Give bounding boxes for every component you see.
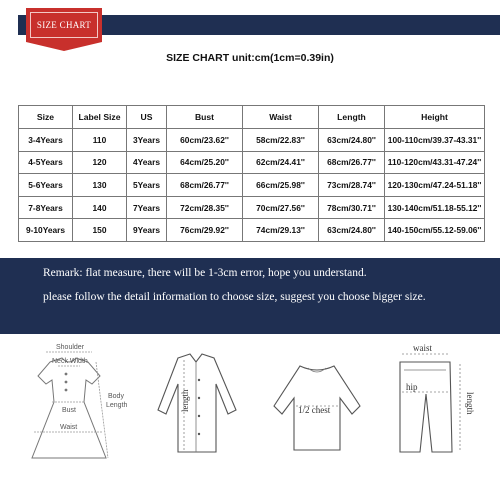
table-cell: 68cm/26.77'' [319, 151, 385, 174]
waist-label: Waist [60, 424, 78, 431]
table-cell: 70cm/27.56'' [243, 196, 319, 219]
pants-waist-label: waist [413, 343, 432, 353]
table-header-row [19, 106, 485, 129]
bust-label: Bust [62, 407, 77, 414]
table-cell: 66cm/25.98'' [243, 174, 319, 197]
pants-diagram [380, 340, 500, 490]
dress-diagram [4, 340, 134, 490]
table-cell: 60cm/23.62'' [167, 129, 243, 152]
table-cell: 9-10Years [19, 219, 73, 242]
shoulder-label: Shoulder [56, 344, 85, 351]
table-cell: 64cm/25.20'' [167, 151, 243, 174]
table-cell: 110 [73, 129, 127, 152]
table-cell: 5-6Years [19, 174, 73, 197]
body-label: Body [108, 393, 124, 400]
table-cell: 130 [73, 174, 127, 197]
table-cell: 68cm/26.77'' [167, 174, 243, 197]
table-row [19, 196, 485, 219]
table-cell: 3-4Years [19, 129, 73, 152]
remark-text: Remark: flat measure, there will be 1-3cm error, hope you understand. [43, 267, 367, 279]
length-label: Length [106, 402, 128, 409]
table-cell: 62cm/24.41'' [243, 151, 319, 174]
shirt-length-label: length [180, 389, 190, 412]
table-cell: 74cm/29.13'' [243, 219, 319, 242]
table-cell: 3Years [127, 129, 167, 152]
table-row [19, 219, 485, 242]
pants-hip-label: hip [406, 382, 418, 392]
size-table [18, 105, 485, 242]
table-cell: 120-130cm/47.24-51.18'' [385, 174, 485, 197]
table-cell: 63cm/24.80'' [319, 219, 385, 242]
page-title: SIZE CHART unit:cm(1cm=0.39in) [166, 52, 334, 64]
header-cell: Length [319, 106, 385, 129]
pants-length-label: length [465, 392, 475, 415]
remark-text: please follow the detail information to choose size, suggest you choose bigger size. [43, 291, 426, 303]
table-row [19, 174, 485, 197]
header-cell: Height [385, 106, 485, 129]
table-cell: 7Years [127, 196, 167, 219]
badge-text: SIZE CHART [36, 20, 92, 30]
table-cell: 76cm/29.92'' [167, 219, 243, 242]
table-cell: 58cm/22.83'' [243, 129, 319, 152]
table-cell: 130-140cm/51.18-55.12'' [385, 196, 485, 219]
header-cell: Label Size [73, 106, 127, 129]
table-row [19, 129, 485, 152]
table-cell: 73cm/28.74'' [319, 174, 385, 197]
table-cell: 5Years [127, 174, 167, 197]
header-cell: Waist [243, 106, 319, 129]
header-cell: Bust [167, 106, 243, 129]
header-cell: US [127, 106, 167, 129]
table-cell: 110-120cm/43.31-47.24'' [385, 151, 485, 174]
table-cell: 4-5Years [19, 151, 73, 174]
table-cell: 140 [73, 196, 127, 219]
table-cell: 120 [73, 151, 127, 174]
table-cell: 4Years [127, 151, 167, 174]
sweater-diagram [262, 340, 372, 490]
table-cell: 150 [73, 219, 127, 242]
table-cell: 78cm/30.71'' [319, 196, 385, 219]
size-chart-badge [26, 8, 102, 42]
header-cell: Size [19, 106, 73, 129]
neck-width-label: Neck Width [52, 358, 88, 365]
table-cell: 140-150cm/55.12-59.06'' [385, 219, 485, 242]
table-row [19, 151, 485, 174]
table-cell: 7-8Years [19, 196, 73, 219]
table-cell: 9Years [127, 219, 167, 242]
chest-label: 1/2 chest [298, 405, 331, 415]
table-cell: 72cm/28.35'' [167, 196, 243, 219]
table-cell: 100-110cm/39.37-43.31'' [385, 129, 485, 152]
table-cell: 63cm/24.80'' [319, 129, 385, 152]
shirt-diagram [140, 340, 250, 490]
